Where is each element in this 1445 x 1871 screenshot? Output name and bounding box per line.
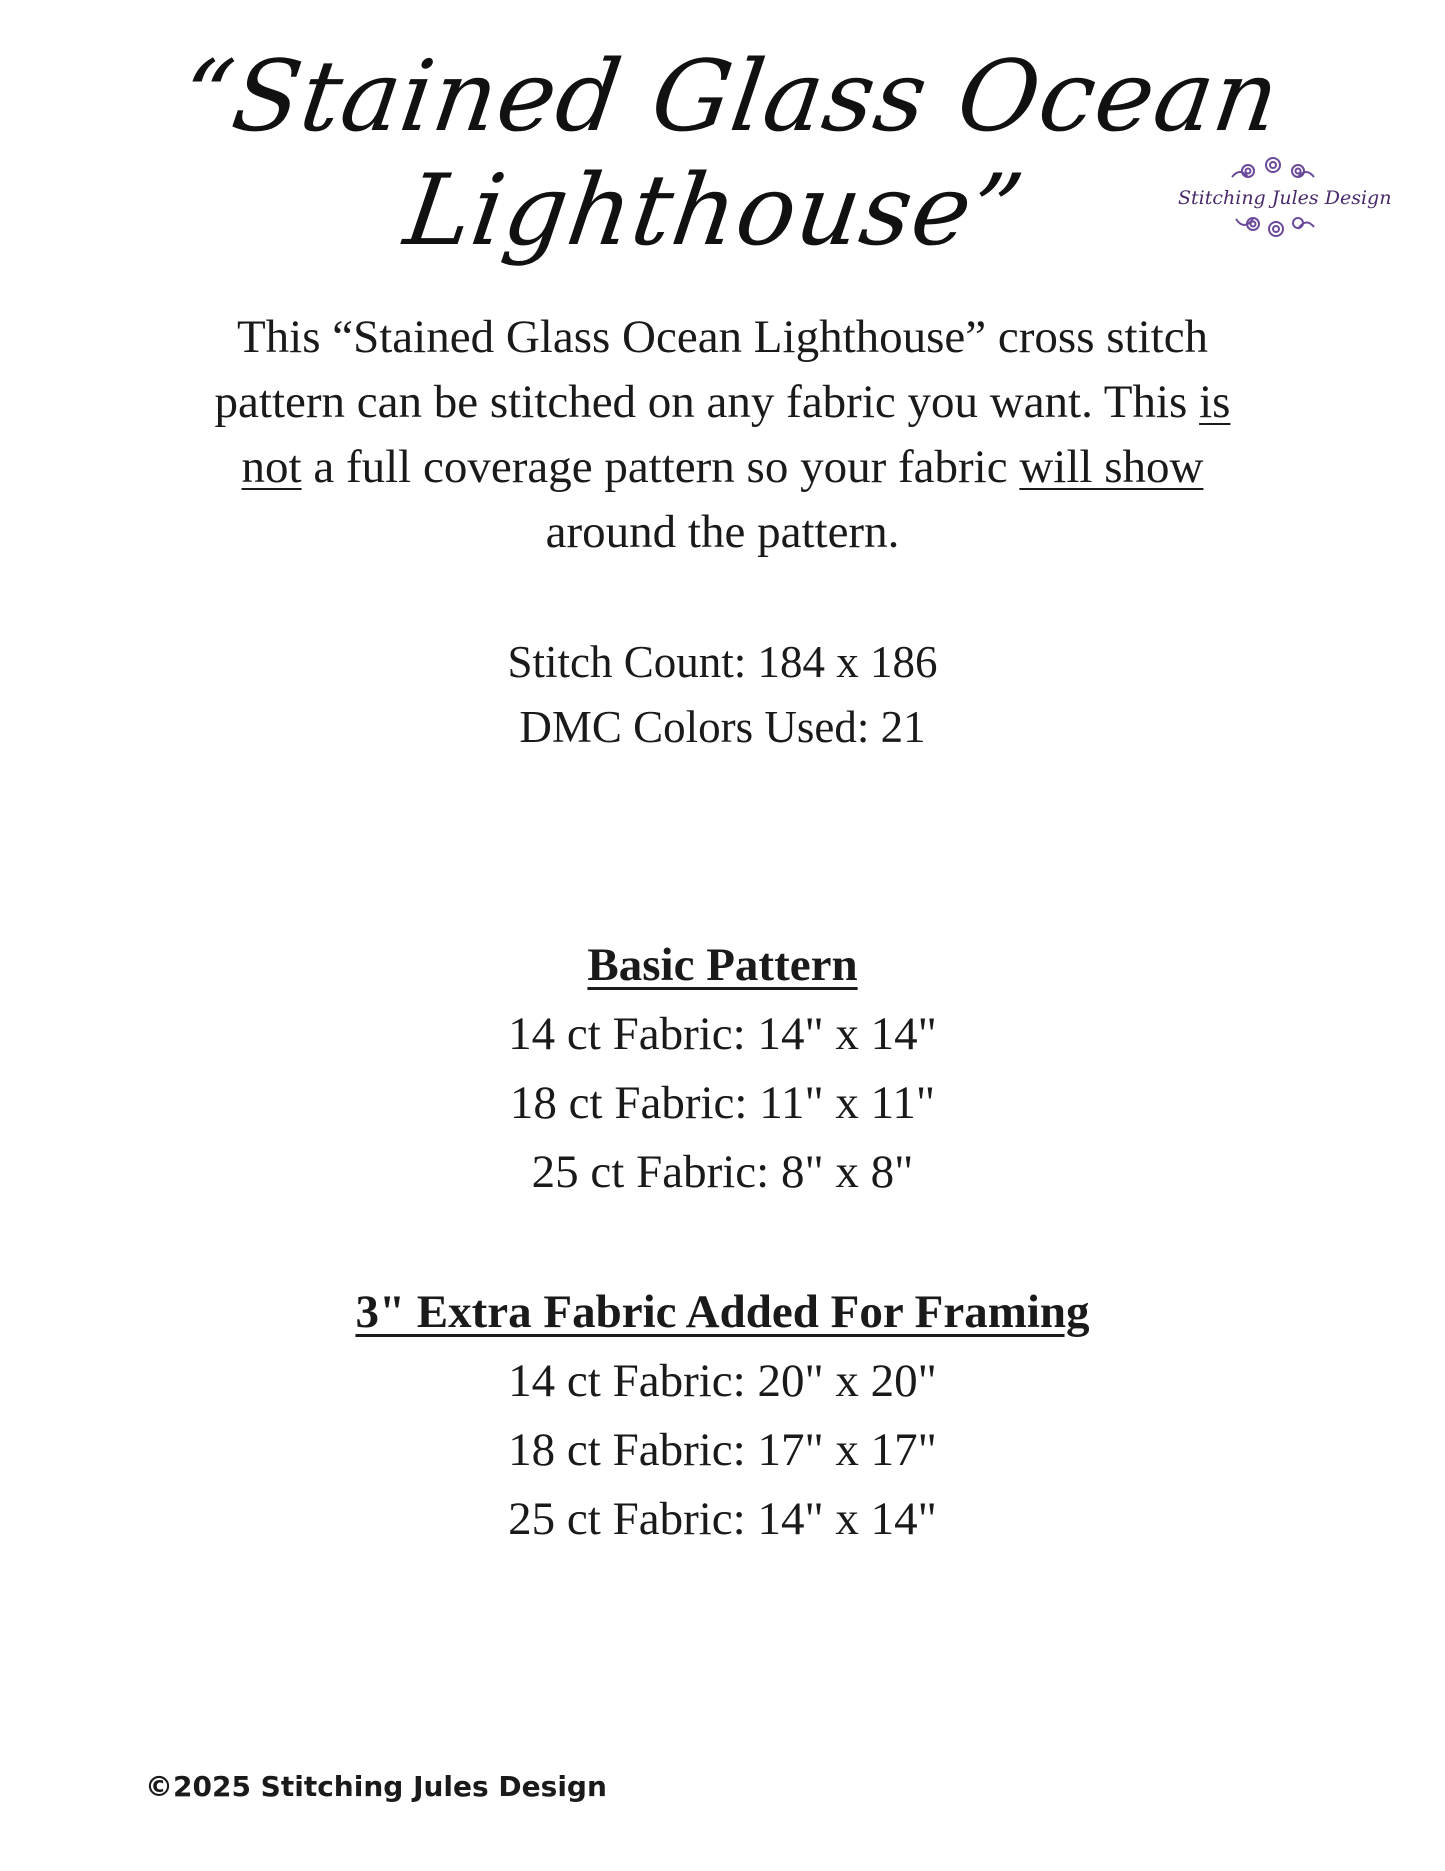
framing-size-25ct: 25 ct Fabric: 14" x 14" [508,1493,937,1545]
basic-size-18ct: 18 ct Fabric: 11" x 11" [509,1077,936,1129]
framing-size-14ct: 14 ct Fabric: 20" x 20" [508,1355,937,1407]
pattern-stats [0,630,1445,760]
logo-text: Stitching Jules Design [1178,187,1392,209]
framing-section [0,1277,1445,1554]
swirl-ornament-icon [1228,155,1318,185]
intro-paragraph [180,305,1265,565]
swirl-ornament-bottom-icon [1228,211,1318,241]
intro-underline-will-show: will show [1019,441,1204,493]
brand-logo [1178,155,1392,270]
basic-size-14ct: 14 ct Fabric: 14" x 14" [508,1008,937,1060]
intro-text-3: around the pattern. [545,506,900,558]
intro-text-2: a full coverage pattern so your fabric [301,441,1020,493]
intro-underline-is: is [1199,376,1231,428]
dmc-colors-used: DMC Colors Used: 21 [519,702,926,752]
framing-heading: 3" Extra Fabric Added For Framing [355,1286,1090,1338]
intro-text-1: This “Stained Glass Ocean Lighthouse” cross stitch pattern can be stitched on any fabric you want. This [214,311,1209,428]
intro-underline-not: not [241,441,302,493]
framing-size-18ct: 18 ct Fabric: 17" x 17" [508,1424,937,1476]
basic-size-25ct: 25 ct Fabric: 8" x 8" [531,1146,914,1198]
page-title: “Stained Glass Ocean Lighthouse” [174,40,1287,268]
stitch-count: Stitch Count: 184 x 186 [507,637,938,687]
basic-pattern-heading: Basic Pattern [587,939,858,991]
basic-pattern-section [0,930,1445,1207]
copyright-notice: ©2025 Stitching Jules Design [145,1770,607,1803]
